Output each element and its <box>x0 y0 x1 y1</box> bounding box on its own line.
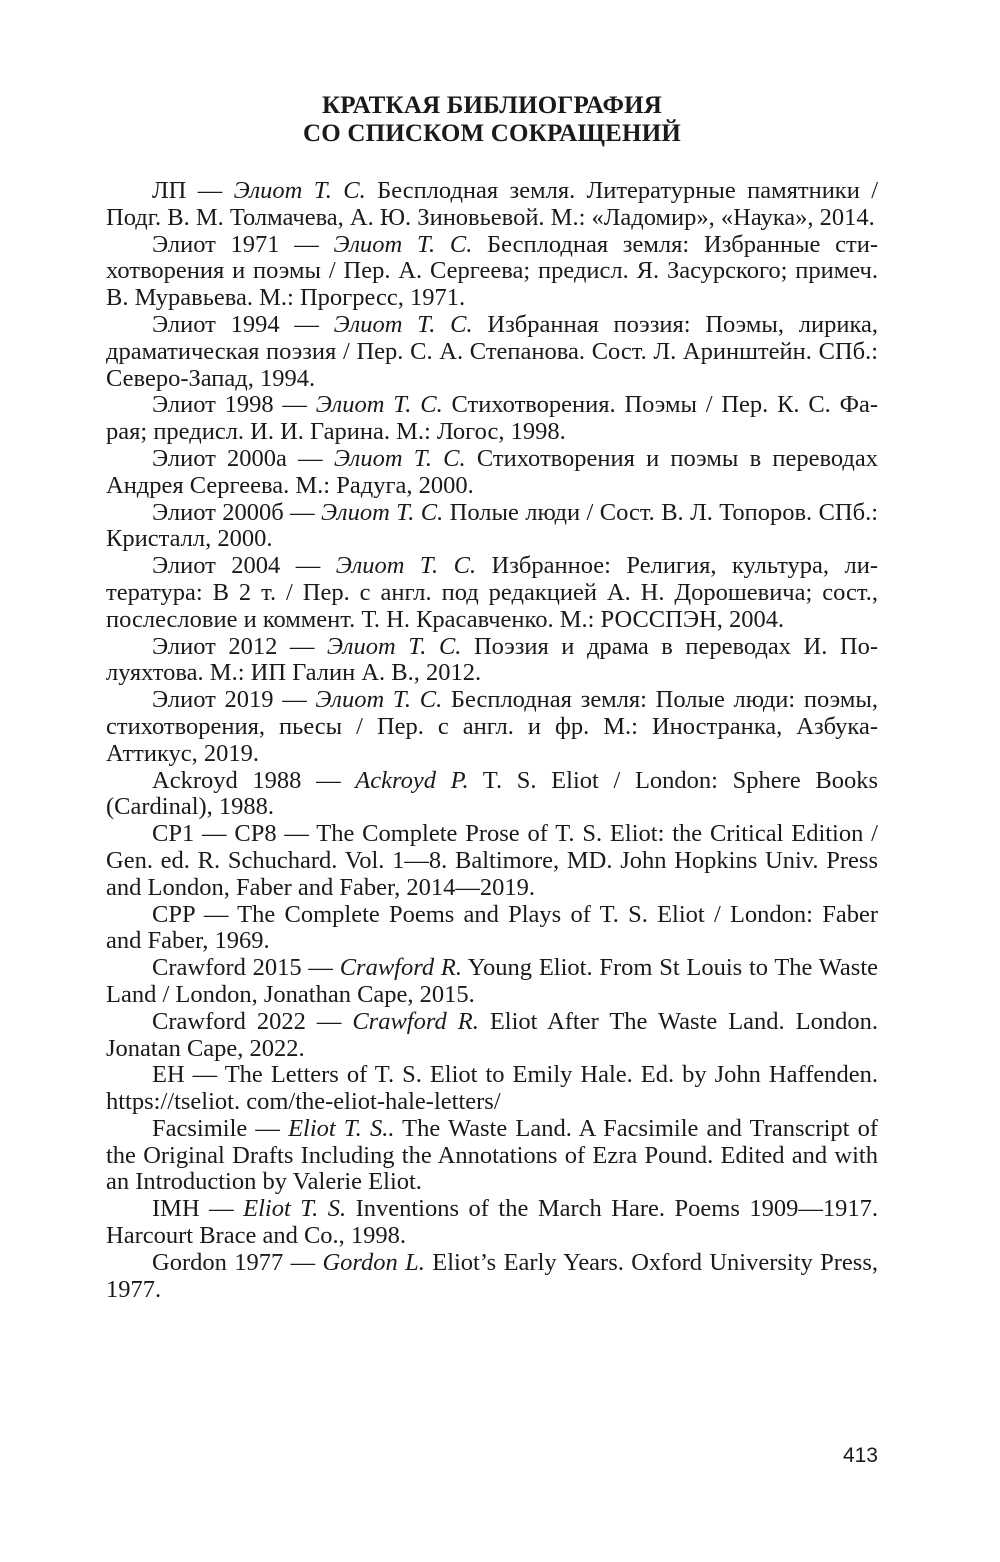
entry-author: Gordon L. <box>322 1248 425 1276</box>
bibliography-entry: Элиот 1998 — Элиот Т. С. Стихотворения. Поэмы / Пер. К. С. Фарая; предисл. И. И. Гарина. М.: Логос, 1998. <box>106 391 878 446</box>
entry-author: Элиот Т. С. <box>315 391 443 419</box>
bibliography-entry: Элиот 2019 — Элиот Т. С. Бесплодная земля: Полые люди: поэмы, стихотворения, пьесы / Пер. с англ. и фр. М.: Иностранка, Азбука-Аттикус, 2019. <box>106 686 878 767</box>
entry-author: Элиот Т. С. <box>326 632 462 660</box>
entry-author: Eliot T. S.. <box>288 1114 395 1142</box>
bibliography-list <box>106 178 878 1303</box>
bibliography-entry: Элиот 1971 — Элиот Т. С. Бесплодная земля: Избранные стихотворения и поэмы / Пер. А. Сергеева; предисл. Я. Засурского; примеч. В. Муравьева. М.: Прогресс, 1971. <box>106 230 878 312</box>
entry-author: Crawford R. <box>352 1007 479 1035</box>
entry-author: Элиот Т. С. <box>333 230 473 258</box>
entry-author: Элиот Т. С. <box>233 177 366 204</box>
entry-author: Eliot T. S. <box>243 1195 347 1223</box>
bibliography-entry: Элиот 2012 — Элиот Т. С. Поэзия и драма в переводах И. Полуяхтова. М.: ИП Галин А. В., 2012. <box>106 632 879 687</box>
bibliography-entry: Элиот 1994 — Элиот Т. С. Избранная поэзия: Поэмы, лирика, драматическая поэзия / Пер. С. А. Степанова. Сост. Л. Аринштейн. СПб.: Северо-Запад, 1994. <box>106 310 878 392</box>
entry-author: Элиот Т. С. <box>315 686 443 714</box>
bibliography-entry: Ackroyd 1988 — Ackroyd P. T. S. Eliot / London: Sphere Books (Cardinal), 1988. <box>106 766 878 821</box>
entry-author: Элиот Т. С. <box>321 498 444 526</box>
entry-author: Crawford R. <box>339 954 462 982</box>
bibliography-entry: Gordon 1977 — Gordon L. Eliot’s Early Years. Oxford University Press, 1977. <box>106 1248 878 1303</box>
page-title <box>106 92 878 148</box>
page-number: 413 <box>842 1444 878 1467</box>
page-body <box>106 92 878 1303</box>
bibliography-entry: ЛП — Элиот Т. С. Бесплодная земля. Литературные памятники / Подг. В. М. Толмачева, А. Ю. Зиновьевой. М.: «Ладомир», «Наука», 2014. <box>106 177 879 231</box>
title-line-2: СО СПИСКОМ СОКРАЩЕНИЙ <box>303 120 681 147</box>
entry-author: Элиот Т. С. <box>333 444 466 472</box>
entry-author: Элиот Т. С. <box>335 552 477 580</box>
bibliography-entry: IMH — Eliot T. S. Inventions of the March Hare. Poems 1909—1917. Harcourt Brace and Co., 1998. <box>106 1195 878 1250</box>
bibliography-entry: Элиот 2000б — Элиот Т. С. Полые люди / Сост. В. Л. Топоров. СПб.: Кристалл, 2000. <box>106 498 878 553</box>
bibliography-entry: EH — The Letters of T. S. Eliot to Emily Hale. Ed. by John Haffenden. https://tseliot. com/the-eliot-hale-letters/ <box>106 1061 878 1116</box>
bibliography-entry: CPP — The Complete Poems and Plays of T. S. Eliot / London: Faber and Faber, 1969. <box>106 900 878 955</box>
bibliography-entry: CP1 — CP8 — The Complete Prose of T. S. Eliot: the Critical Edition / Gen. ed. R. Schuchard. Vol. 1—8. Baltimore, MD. John Hopkins Univ. Press and London, Faber and Faber, 2014—2019. <box>106 820 878 901</box>
entry-author: Ackroyd P. <box>355 766 469 794</box>
bibliography-entry: Facsimile — Eliot T. S.. The Waste Land. A Facsimile and Transcript of the Original Drafts Including the Annotations of Ezra Pound. Edited and with an Introduction by Valerie Eliot. <box>106 1114 878 1196</box>
bibliography-entry: Элиот 2004 — Элиот Т. С. Избранное: Религия, культура, литература: В 2 т. / Пер. с англ. под редакцией А. Н. Дорошевича; сост., послесловие и коммент. Т. Н. Красавченко. М.: РОССПЭН, 2004. <box>106 552 878 633</box>
title-line-1: КРАТКАЯ БИБЛИОГРАФИЯ <box>321 92 663 119</box>
bibliography-entry: Crawford 2015 — Crawford R. Young Eliot. From St Louis to The Waste Land / London, Jonathan Cape, 2015. <box>106 954 879 1008</box>
entry-author: Элиот Т. С. <box>333 310 473 338</box>
bibliography-entry: Элиот 2000а — Элиот Т. С. Стихотворения и поэмы в переводах Андрея Сергеева. М.: Радуга, 2000. <box>106 444 878 499</box>
bibliography-entry: Crawford 2022 — Crawford R. Eliot After The Waste Land. London. Jonatan Cape, 2022. <box>106 1007 878 1062</box>
